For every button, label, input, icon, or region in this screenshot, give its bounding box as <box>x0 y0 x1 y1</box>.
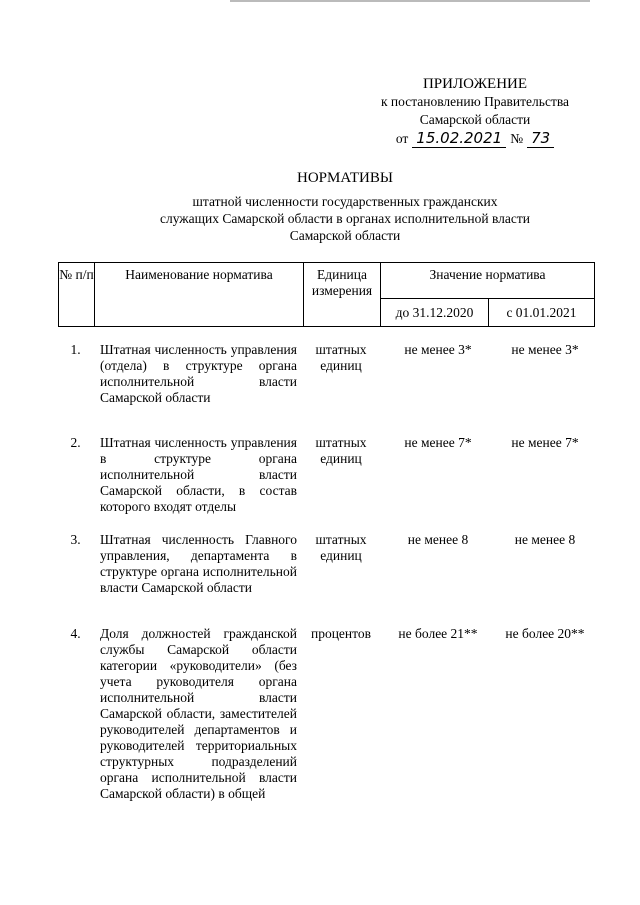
row-name: Доля должностей гражданской службы Самарской области категории «руководители» (без учета руководителя органа исполнительной власти Самарской области, заместителей руководителей департаментов и руководителей территориальных структурных подразделений органа исполнительной власти Самарской области) в общей <box>100 626 297 801</box>
row-name: Штатная численность управления (отдела) в структуре органа исполнительной власти Самарской области <box>100 342 297 405</box>
row-unit: штатных единиц <box>315 532 367 563</box>
row-value-2021: не менее 7* <box>511 435 579 450</box>
appendix-line1: к постановлению Правительства <box>380 94 570 109</box>
row-value-2021: не менее 8 <box>514 532 576 547</box>
decree-date-number <box>360 129 590 148</box>
heading-line2: служащих Самарской области в органах исполнительной власти <box>160 211 530 226</box>
row-num: 3. <box>70 532 81 547</box>
row-unit: штатных единиц <box>315 435 367 466</box>
row-num: 2. <box>70 435 81 450</box>
row-value-2020: не менее 3* <box>404 342 472 357</box>
row-name: Штатная численность Главного управления, департамента в структуре органа исполнительной власти Самарской области <box>100 532 297 595</box>
appendix-line2: Самарской области <box>419 112 531 127</box>
row-value-2020: не менее 8 <box>407 532 469 547</box>
row-value-2021: не менее 3* <box>511 342 579 357</box>
appendix-title: ПРИЛОЖЕНИЕ <box>422 76 528 92</box>
row-value-2021: не более 20** <box>505 626 585 641</box>
header-num: № п/п <box>58 262 95 327</box>
heading-line3: Самарской области <box>289 228 401 243</box>
row-unit: процентов <box>310 626 371 641</box>
header-unit: Единица измерения <box>303 262 381 327</box>
row-value-2020: не более 21** <box>398 626 478 641</box>
header-name: Наименование норматива <box>94 262 304 327</box>
scan-edge-line <box>230 0 590 2</box>
row-num: 1. <box>70 342 81 357</box>
header-value: Значение норматива <box>380 262 595 299</box>
heading-line1: штатной численности государственных гражданских <box>192 194 498 209</box>
document-heading <box>100 170 590 244</box>
row-value-2020: не менее 7* <box>404 435 472 450</box>
row-unit: штатных единиц <box>315 342 367 373</box>
row-name: Штатная численность управления в структуре органа исполнительной власти Самарской области, в состав которого входят отделы <box>100 435 297 514</box>
row-num: 4. <box>70 626 81 641</box>
header-period2: с 01.01.2021 <box>488 298 595 327</box>
number-label: № <box>510 131 524 146</box>
table-header <box>58 262 595 327</box>
appendix-block <box>360 75 590 148</box>
from-label: от <box>395 131 409 146</box>
header-period1: до 31.12.2020 <box>380 298 489 327</box>
document-title: НОРМАТИВЫ <box>297 170 393 186</box>
decree-date: 15.02.2021 <box>412 129 506 148</box>
decree-number: 73 <box>527 129 554 148</box>
